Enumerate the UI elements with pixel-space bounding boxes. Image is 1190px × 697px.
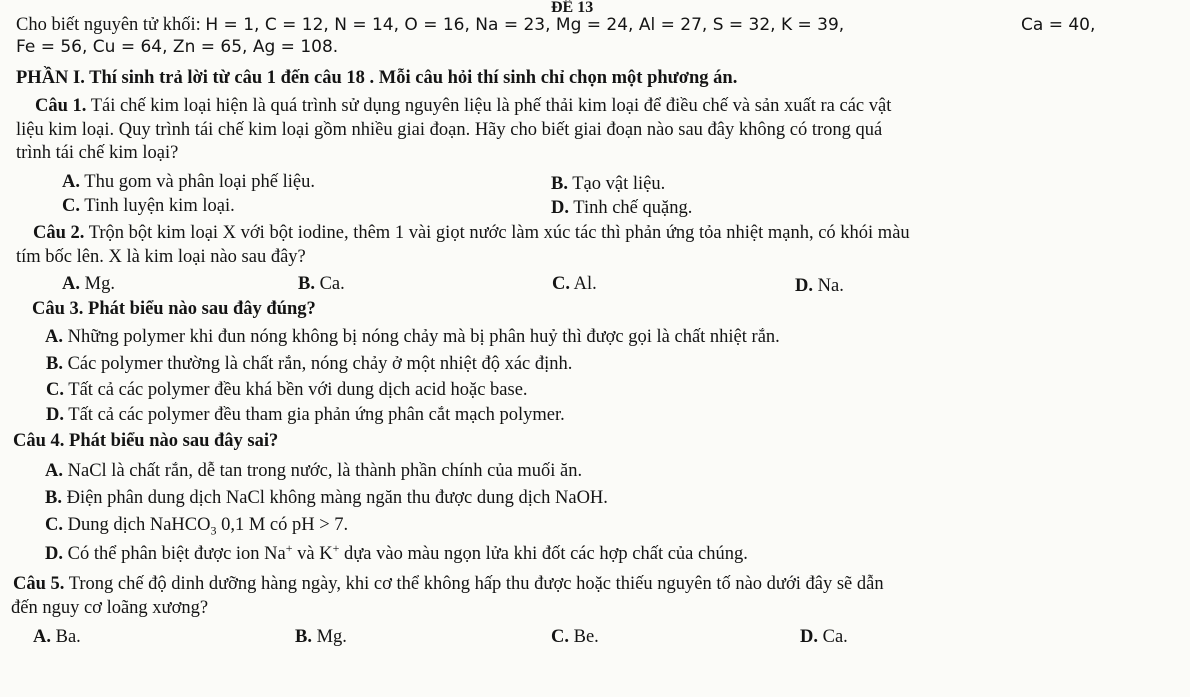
question-4-option-b [45, 487, 608, 509]
option-letter: C. [62, 196, 80, 216]
option-text: Be. [569, 627, 599, 647]
question-1-option-a [62, 171, 315, 193]
question-2-label: Câu 2. [33, 223, 85, 243]
option-letter: D. [45, 544, 63, 564]
option-letter: D. [800, 627, 818, 647]
question-3-option-d [46, 404, 565, 426]
superscript: + [332, 540, 340, 555]
question-2-line-1 [33, 222, 910, 244]
option-text: và K [292, 544, 333, 564]
option-text: Ca. [818, 627, 848, 647]
option-text: 0,1 M có pH > 7. [216, 515, 349, 535]
option-text: dựa vào màu ngọn lửa khi đốt các hợp chất của chúng. [339, 544, 748, 564]
option-letter: B. [295, 627, 312, 647]
question-1-option-b [551, 173, 665, 195]
option-text: Tinh chế quặng. [569, 198, 693, 218]
question-4-option-a [45, 460, 582, 482]
option-text: Những polymer khi đun nóng không bị nóng chảy mà bị phân huỷ thì được gọi là chất nhiệt rắn. [63, 327, 780, 347]
option-letter: B. [298, 274, 315, 294]
question-5-line-1 [13, 573, 884, 595]
option-text: Ca. [314, 274, 345, 294]
option-letter: C. [45, 515, 63, 535]
option-text: Mg. [80, 274, 115, 294]
option-letter: A. [62, 274, 80, 294]
option-text: Điện phân dung dịch NaCl không màng ngăn thu được dung dịch NaOH. [61, 488, 608, 508]
atomic-mass-line-1 [16, 14, 844, 36]
question-2-option-c [552, 273, 597, 295]
option-letter: C. [551, 627, 569, 647]
option-letter: B. [551, 174, 568, 194]
question-1-option-c [62, 195, 235, 217]
option-letter: D. [795, 276, 813, 296]
option-letter: D. [551, 198, 569, 218]
question-5-line-2: đến nguy cơ loãng xương? [11, 598, 209, 618]
question-3-option-c [46, 379, 528, 401]
option-text: Al. [570, 274, 597, 294]
option-text: Na. [813, 276, 844, 296]
question-2-line-2: tím bốc lên. X là kim loại nào sau đây? [16, 247, 306, 267]
question-5-option-b [295, 626, 347, 648]
option-letter: A. [45, 327, 63, 347]
option-letter: A. [45, 461, 63, 481]
question-1-text: Tái chế kim loại hiện là quá trình sử dụng nguyên liệu là phế thải kim loại để điều chế và sản xuất ra các vật [86, 96, 892, 116]
option-text: Có thể phân biệt được ion Na [63, 544, 286, 564]
question-4-line-1 [13, 430, 278, 452]
subscript: 3 [210, 523, 217, 538]
question-4-label: Câu 4. [13, 431, 65, 451]
atomic-mass-values: H = 1, C = 12, N = 14, O = 16, Na = 23, Mg = 24, Al = 27, S = 32, K = 39, [205, 15, 845, 35]
option-letter: A. [62, 172, 80, 192]
option-letter: D. [46, 405, 64, 425]
section-title: PHẦN I. Thí sinh trả lời từ câu 1 đến câu 18 . Mỗi câu hỏi thí sinh chỉ chọn một phương án. [16, 68, 738, 88]
option-text: Tất cả các polymer đều tham gia phản ứng phân cắt mạch polymer. [64, 405, 565, 425]
question-2-option-b [298, 273, 345, 295]
question-5-option-d [800, 626, 848, 648]
atomic-mass-ca: Ca = 40, [1021, 15, 1096, 35]
question-1-line-1 [35, 95, 891, 117]
option-letter: B. [46, 354, 63, 374]
option-text: Thu gom và phân loại phế liệu. [80, 172, 315, 192]
question-2-text: Trộn bột kim loại X với bột iodine, thêm 1 vài giọt nước làm xúc tác thì phản ứng tỏa nhiệt mạnh, có khói màu [84, 223, 910, 243]
question-2-option-d [795, 275, 844, 297]
option-letter: A. [33, 627, 51, 647]
option-letter: C. [552, 274, 570, 294]
question-1-line-3: trình tái chế kim loại? [16, 143, 179, 163]
question-3-line-1 [32, 298, 316, 320]
superscript: + [285, 540, 293, 555]
option-letter: C. [46, 380, 64, 400]
question-5-label: Câu 5. [13, 574, 65, 594]
atomic-mass-line-2: Fe = 56, Cu = 64, Zn = 65, Ag = 108. [16, 37, 339, 57]
option-letter: B. [45, 488, 62, 508]
question-5-option-a [33, 626, 81, 648]
question-3-label: Câu 3. [32, 299, 84, 319]
question-3-text: Phát biểu nào sau đây đúng? [83, 299, 316, 319]
question-5-option-c [551, 626, 599, 648]
option-text: Tạo vật liệu. [567, 174, 666, 194]
question-1-line-2: liệu kim loại. Quy trình tái chế kim loại gồm nhiều giai đoạn. Hãy cho biết giai đoạn nào sau đây không có trong quá [16, 120, 883, 140]
option-text: NaCl là chất rắn, dễ tan trong nước, là thành phần chính của muối ăn. [63, 461, 583, 481]
option-text: Tất cả các polymer đều khá bền với dung dịch acid hoặc base. [64, 380, 528, 400]
option-text: Ba. [51, 627, 81, 647]
question-4-option-c [45, 514, 348, 536]
question-1-label: Câu 1. [35, 96, 87, 116]
question-2-option-a [62, 273, 115, 295]
question-4-text: Phát biểu nào sau đây sai? [64, 431, 279, 451]
option-text: Các polymer thường là chất rắn, nóng chảy ở một nhiệt độ xác định. [62, 354, 573, 374]
option-text: Mg. [311, 627, 347, 647]
question-5-text: Trong chế độ dinh dưỡng hàng ngày, khi cơ thể không hấp thu được hoặc thiếu nguyên tố nào dưới đây sẽ dẫn [64, 574, 884, 594]
question-3-option-a [45, 326, 780, 348]
question-3-option-b [46, 353, 572, 375]
question-4-option-d [45, 540, 748, 565]
question-1-option-d [551, 197, 692, 219]
exam-code: ĐÊ 13 [551, 0, 594, 16]
option-text: Dung dịch NaHCO [63, 515, 211, 535]
option-text: Tinh luyện kim loại. [80, 196, 235, 216]
atomic-mass-intro: Cho biết nguyên tử khối: [16, 15, 206, 35]
